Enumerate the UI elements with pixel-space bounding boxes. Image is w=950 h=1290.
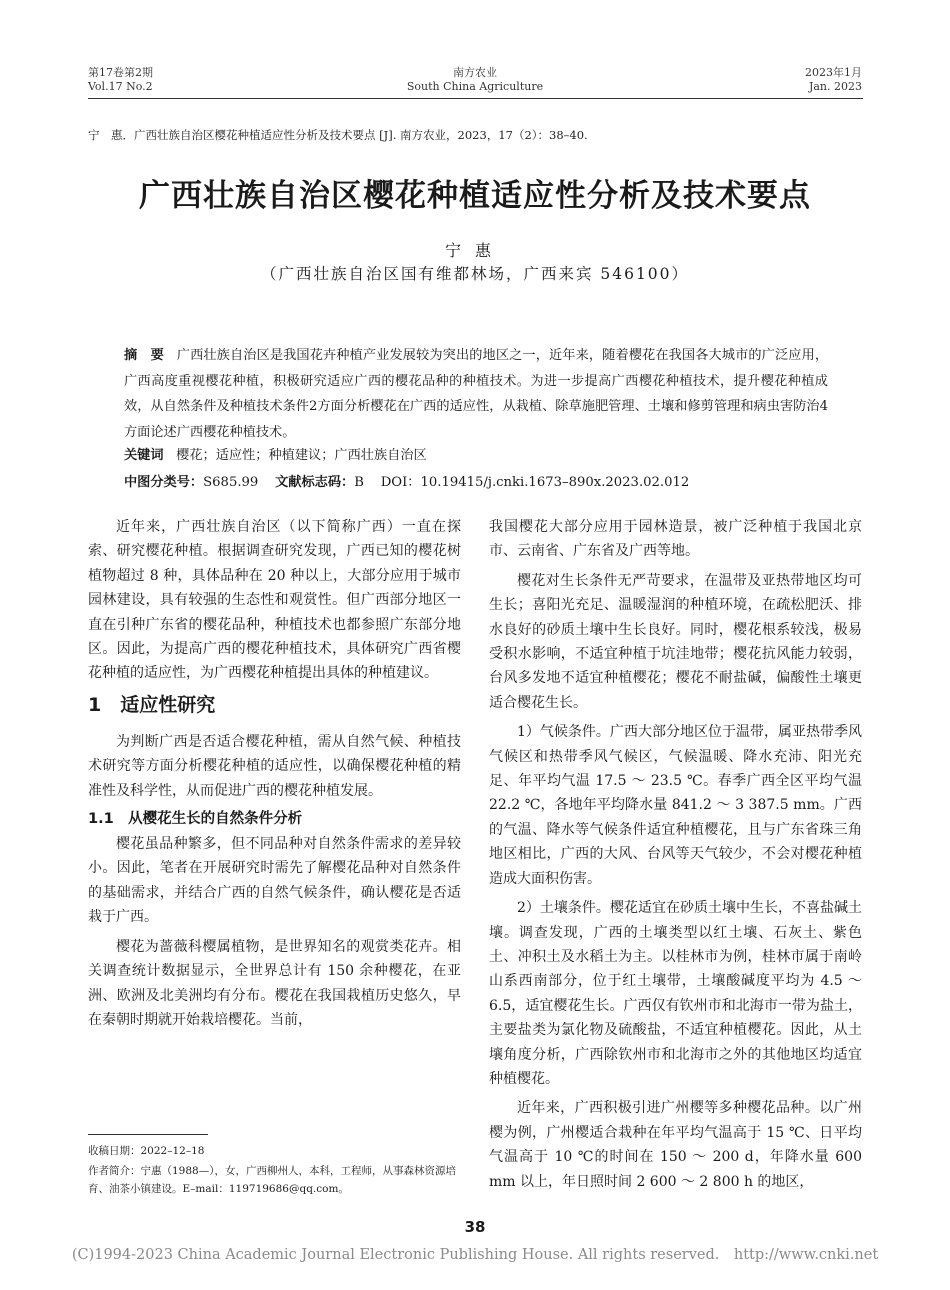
journal-name-en: South China Agriculture — [406, 80, 544, 93]
copyright-notice: (C)1994-2023 China Academic Journal Electronic Publishing House. All rights reserved. http://www.cnki.net — [71, 1247, 879, 1263]
keywords-text: 樱花；适应性；种植建议；广西壮族自治区 — [176, 448, 427, 463]
doi-value: 10.19415/j.cnki.1673–890x.2023.02.012 — [420, 475, 690, 490]
author-affiliation: （广西壮族自治区国有维都林场，广西来宾 546100） — [260, 265, 690, 283]
header-right — [805, 66, 862, 94]
classification-line — [124, 471, 689, 490]
doi-label: DOI： — [380, 475, 421, 490]
abstract-label: 摘 要 — [124, 348, 164, 363]
subsection-heading: 1.1 从樱花生长的自然条件分析 — [88, 811, 303, 828]
footnote-divider — [88, 1134, 208, 1135]
body-left-column — [88, 515, 461, 1037]
page-number: 38 — [464, 1218, 486, 1236]
abstract — [124, 343, 828, 445]
issue-date: 2023年1月 — [805, 66, 862, 79]
body-right-column — [489, 515, 862, 1199]
paragraph: 2）土壤条件。樱花适宜在砂质土壤中生长，不喜盐碱土壤。调查发现，广西的土壤类型以红土壤、石灰土、紫色土、冲积土及水稻土为主。以桂林市为例，桂林市属于南岭山系西南部分，位于红土壤带，土壤酸碱度平均为 4.5 ～ 6.5，适宜樱花生长。广西仅有钦州市和北海市一带为盐土，主要盐类为氯化物及硫酸盐，不适宜种植樱花。因此，从土壤角度分析，广西除钦州市和北海市之外的其他地区均适宜种植樱花。 — [489, 900, 862, 1087]
citation: 宁 惠．广西壮族自治区樱花种植适应性分析及技术要点 [J]. 南方农业，2023，17（2）：38–40. — [88, 128, 588, 142]
paragraph: 为判断广西是否适合樱花种植，需从自然气候、种植技术研究等方面分析樱花种植的适应性，以确保樱花种植的精准性及科学性，从而促进广西的樱花种植发展。 — [88, 733, 461, 799]
volume-issue-en: Vol.17 No.2 — [88, 80, 153, 93]
clc-label: 中图分类号： — [124, 475, 204, 490]
doc-code-label: 文献标志码： — [275, 475, 355, 490]
keywords-label: 关键词 — [124, 448, 164, 463]
paragraph: 樱花对生长条件无严苛要求，在温带及亚热带地区均可生长；喜阳光充足、温暖湿润的种植环境，在疏松肥沃、排水良好的砂质土壤中生长良好。同时，樱花根系较浅，极易受积水影响，不适宜种植于坑洼地带；樱花抗风能力较弱，台风多发地不适宜种植樱花；樱花不耐盐碱，偏酸性土壤更适合樱花生长。 — [489, 572, 862, 711]
paragraph: 近年来，广西壮族自治区（以下简称广西）一直在探索、研究樱花种植。根据调查研究发现，广西已知的樱花树植物超过 8 种，具体品种在 20 种以上，大部分应用于城市园林建设，具有较强的生态性和观赏性。但广西部分地区一直在引种广东省的樱花品种，种植技术也都参照广东部分地区。因此，为提高广西的樱花种植技术，具体研究广西省樱花种植的适应性，为广西樱花种植提出具体的种植建议。 — [88, 519, 461, 682]
section-heading: 1 适应性研究 — [88, 693, 216, 716]
issue-date-en: Jan. 2023 — [808, 80, 862, 93]
journal-name: 南方农业 — [453, 66, 497, 79]
article-title: 广西壮族自治区樱花种植适应性分析及技术要点 — [139, 178, 811, 214]
volume-issue: 第17卷第2期 — [88, 66, 153, 79]
header-divider — [88, 98, 863, 99]
author-name: 宁惠 — [444, 241, 505, 260]
paragraph: 樱花为蔷薇科樱属植物，是世界知名的观赏类花卉。相关调查统计数据显示，全世界总计有 150 余种樱花，在亚洲、欧洲及北美洲均有分布。樱花在我国栽植历史悠久，早在秦朝时期就开始栽培樱花。当前， — [88, 938, 461, 1028]
abstract-text: 广西壮族自治区是我国花卉种植产业发展较为突出的地区之一，近年来，随着樱花在我国各大城市的广泛应用，广西高度重视樱花种植，积极研究适应广西的樱花品种的种植技术。为进一步提高广西樱花种植技术，提升樱花种植成效，从自然条件及种植技术条件2方面分析樱花在广西的适应性，从栽植、除草施肥管理、土壤和修剪管理和病虫害防治4方面论述广西樱花种植技术。 — [124, 348, 829, 440]
clc-value: S685.99 — [203, 475, 259, 490]
keywords — [124, 444, 427, 463]
received-date: 收稿日期：2022–12–18 — [88, 1145, 205, 1157]
paragraph: 1）气候条件。广西大部分地区位于温带，属亚热带季风气候区和热带季风气候区，气候温暖、降水充沛、阳光充足、年平均气温 17.5 ～ 23.5 ℃。春季广西全区平均气温 22.2 ℃，各地年平均降水量 841.2 ～ 3 387.5 mm。广西的气温、降水等气候条件适宜种植樱花，且与广东省珠三角地区相比，广西的大风、台风等天气较少，不会对樱花种植造成大面积伤害。 — [489, 724, 862, 887]
author-bio: 作者简介：宁惠（1988—），女，广西柳州人，本科，工程师，从事森林资源培育、油茶小镇建设。E–mail：119719686@qq.com。 — [88, 1165, 456, 1195]
doc-code-value: B — [354, 475, 364, 490]
paragraph: 我国樱花大部分应用于园林造景，被广泛种植于我国北京市、云南省、广东省及广西等地。 — [489, 519, 862, 560]
paragraph: 近年来，广西积极引进广州樱等多种樱花品种。以广州樱为例，广州樱适合栽种在年平均气温高于 15 ℃、日平均气温高于 10 ℃的时间在 150 ～ 200 d，年降水量 600 mm 以上，年日照时间 2 600 ～ 2 800 h 的地区， — [489, 1100, 862, 1190]
paragraph: 樱花虽品种繁多，但不同品种对自然条件需求的差异较小。因此，笔者在开展研究时需先了解樱花品种对自然条件的基础需求，并结合广西的自然气候条件，确认樱花是否适栽于广西。 — [88, 836, 461, 926]
